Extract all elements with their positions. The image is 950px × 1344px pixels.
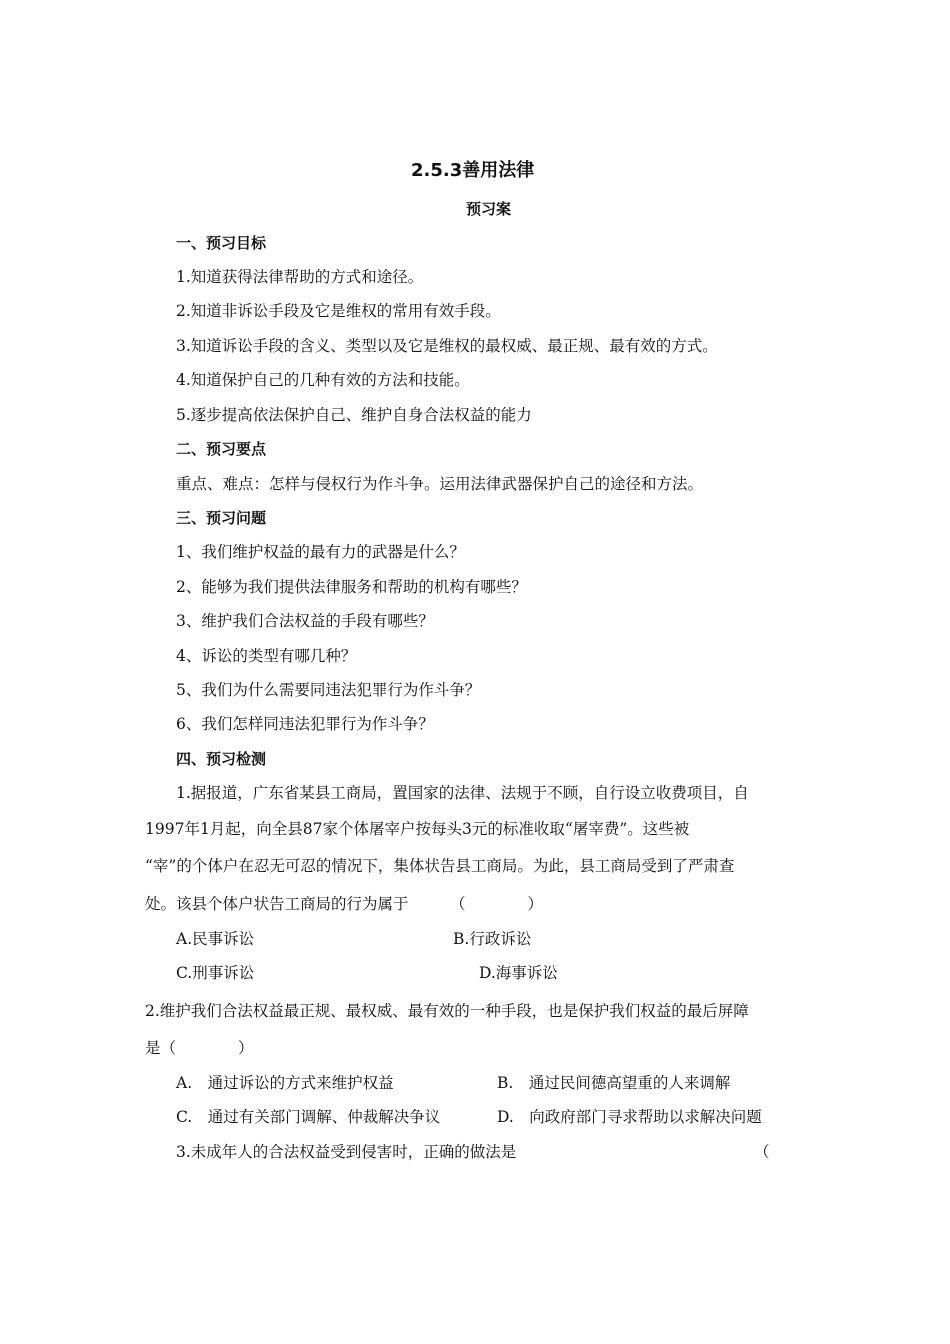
question-item: 6、我们怎样同违法犯罪行为作斗争？ [176,715,434,733]
section-heading-test: 四、预习检测 [176,750,267,768]
goal-item: 5.逐步提高依法保护自己、维护自身合法权益的能力 [176,406,532,424]
q2-text-line: 是（ ） [145,1039,254,1057]
goal-item: 2.知道非诉讼手段及它是维权的常用有效手段。 [176,302,501,320]
q1-answer-bracket: （ ） [450,895,544,913]
key-points-text: 重点、难点：怎样与侵权行为作斗争。运用法律武器保护自己的途径和方法。 [176,475,704,493]
goal-item: 3.知道诉讼手段的含义、类型以及它是维权的最权威、最正规、最有效的方式。 [176,337,718,355]
q3-answer-bracket: （ [754,1143,770,1161]
q2-option-d: D. 向政府部门寻求帮助以求解决问题 [497,1108,762,1126]
question-item: 1、我们维护权益的最有力的武器是什么？ [176,543,465,561]
document-subtitle: 预习案 [466,200,512,218]
q2-option-b: B. 通过民间德高望重的人来调解 [497,1074,731,1092]
question-item: 3、维护我们合法权益的手段有哪些？ [176,612,434,630]
question-item: 2、能够为我们提供法律服务和帮助的机构有哪些？ [176,578,527,596]
section-heading-points: 二、预习要点 [176,440,267,458]
q1-option-a: A.民事诉讼 [176,930,255,948]
question-item: 5、我们为什么需要同违法犯罪行为作斗争？ [176,681,481,699]
document-title: 2.5.3善用法律 [411,160,535,181]
q1-option-b: B.行政诉讼 [453,930,532,948]
q1-option-c: C.刑事诉讼 [176,964,255,982]
q2-option-c: C. 通过有关部门调解、仲裁解决争议 [176,1108,441,1126]
q1-option-d: D.海事诉讼 [479,964,558,982]
q2-text-line: 2.维护我们合法权益最正规、最权威、最有效的一种手段，也是保护我们权益的最后屏障 [145,1002,749,1020]
question-item: 4、诉讼的类型有哪几种？ [176,647,357,665]
section-heading-goals: 一、预习目标 [176,234,267,252]
q1-text-line: “宰”的个体户在忍无可忍的情况下，集体状告县工商局。为此，县工商局受到了严肃查 [145,857,735,875]
goal-item: 1.知道获得法律帮助的方式和途径。 [176,268,424,286]
q1-text-line: 1.据报道，广东省某县工商局，置国家的法律、法规于不顾，自行设立收费项目，自 [176,784,749,802]
q3-text-line: 3.未成年人的合法权益受到侵害时，正确的做法是 [176,1143,517,1161]
q1-text-line: 处。该县个体户状告工商局的行为属于 [145,895,409,913]
goal-item: 4.知道保护自己的几种有效的方法和技能。 [176,371,470,389]
section-heading-questions: 三、预习问题 [176,509,267,527]
q2-option-a: A. 通过诉讼的方式来维护权益 [176,1074,394,1092]
q1-text-line: 1997年1月起，向全县87家个体屠宰户按每头3元的标准收取“屠宰费”。这些被 [145,820,690,838]
